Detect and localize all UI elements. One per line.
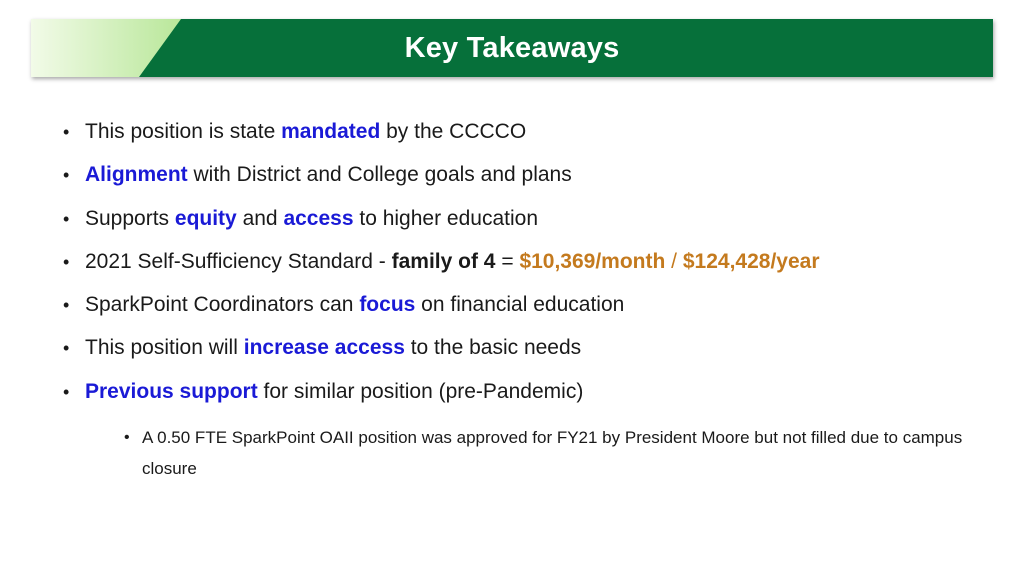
bullet-icon: • bbox=[63, 208, 70, 229]
sub-bullet-list bbox=[124, 422, 999, 484]
bullet-icon: • bbox=[124, 429, 130, 446]
bullet-list bbox=[60, 118, 1000, 421]
highlight-alignment: Alignment bbox=[85, 163, 188, 187]
bullet-icon: • bbox=[63, 122, 70, 142]
bullet-item-previous-support: • Previous support for similar position (pre-Pandemic) bbox=[60, 378, 1000, 406]
yearly-amount: $124,428/year bbox=[682, 249, 820, 273]
highlight-equity: equity bbox=[174, 206, 237, 230]
bullet-item-focus: • SparkPoint Coordinators can focus on financial education bbox=[60, 291, 1000, 319]
bullet-icon: • bbox=[63, 338, 70, 359]
bullet-icon: • bbox=[63, 381, 70, 402]
highlight-increase-access: increase access bbox=[243, 336, 405, 360]
bullet-item-self-sufficiency: • 2021 Self-Sufficiency Standard - family of 4 = $10,369/month / $124,428/year bbox=[60, 248, 1000, 276]
slide-title: Key Takeaways bbox=[404, 32, 620, 64]
bullet-icon: • bbox=[63, 251, 70, 272]
bullet-icon: • bbox=[63, 295, 70, 316]
bullet-item-equity-access: • Supports equity and access to higher education bbox=[60, 205, 1000, 233]
monthly-amount: $10,369/month bbox=[519, 249, 666, 273]
bullet-item-mandated: • This position is state mandated by the CCCCO bbox=[60, 118, 1000, 146]
highlight-mandated: mandated bbox=[281, 120, 381, 143]
family-of-4: family of 4 bbox=[391, 249, 496, 273]
title-bar bbox=[31, 19, 993, 77]
bullet-item-increase-access: • This position will increase access to the basic needs bbox=[60, 334, 1000, 362]
sub-bullet-item: • A 0.50 FTE SparkPoint OAII position was approved for FY21 by President Moore but not filled due to campus closure bbox=[124, 422, 999, 484]
highlight-focus: focus bbox=[359, 293, 416, 317]
highlight-access: access bbox=[283, 206, 354, 230]
highlight-previous-support: Previous support bbox=[85, 379, 258, 403]
bullet-icon: • bbox=[63, 165, 70, 186]
bullet-item-alignment: • Alignment with District and College goals and plans bbox=[60, 161, 1000, 189]
